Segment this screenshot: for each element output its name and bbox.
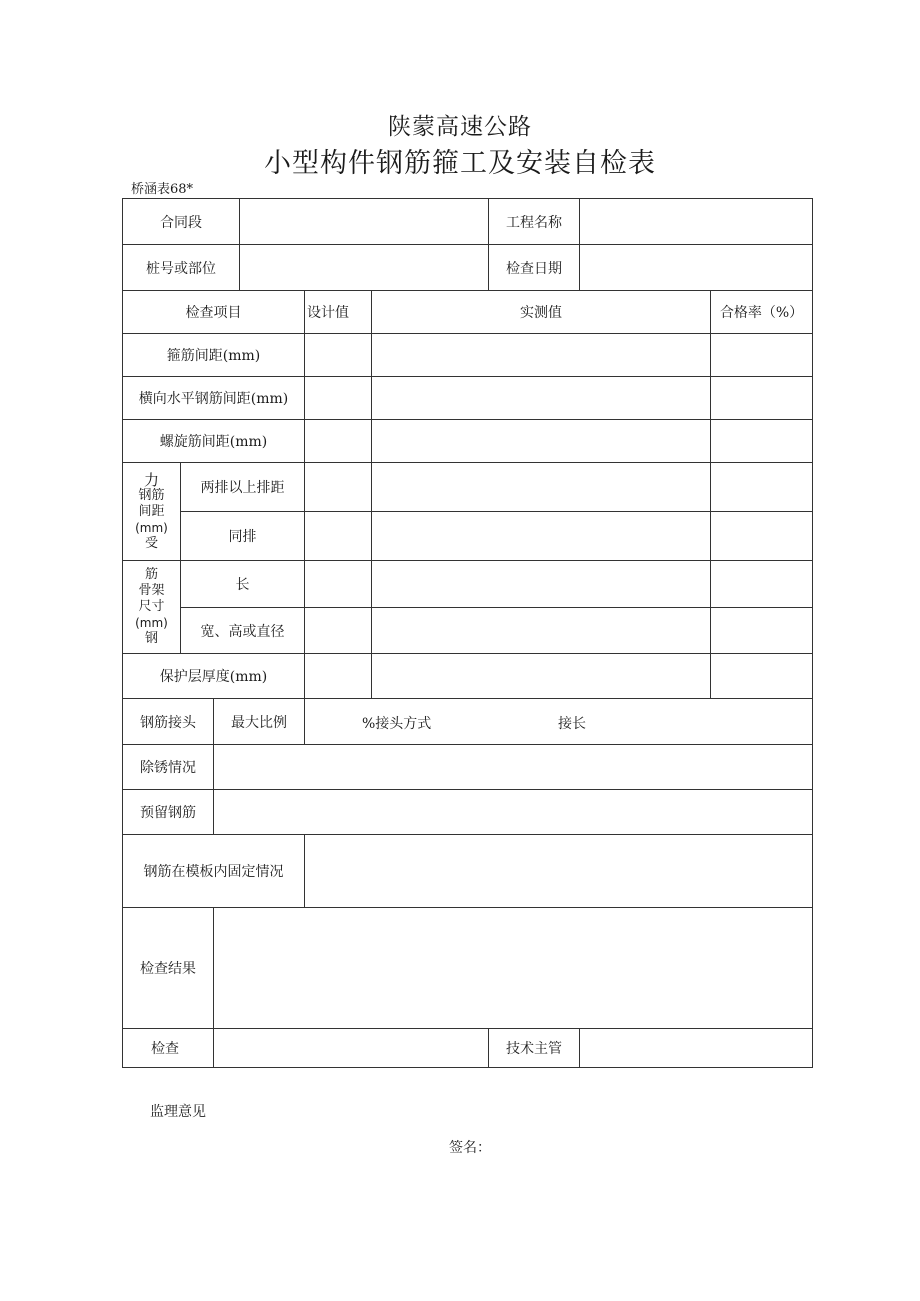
tech-manager-field[interactable] [580,1029,812,1067]
col-item-header: 检查项目 [185,305,242,321]
stirrup-spacing-label: 箍筋间距(mm) [166,348,261,364]
joint-label: 钢筋接头 [140,714,196,731]
supervision-label: 监理意见 [150,1104,206,1120]
contract-label: 合同段 [160,214,202,231]
col-pass-rate-header: 合格率（%） [719,305,804,321]
fixing-field[interactable] [305,835,812,907]
pass-rate-cell[interactable] [711,334,812,376]
reserved-rebar-label: 预留钢筋 [140,805,196,821]
derust-field[interactable] [214,745,812,789]
cover-thickness-label: 保护层厚度(mm) [159,669,268,685]
horizontal-spacing-label: 横向水平钢筋间距(mm) [138,391,289,407]
group1-row1-label: 两排以上排距 [200,480,285,496]
measured-value-cell[interactable] [372,334,710,376]
col-design-header: 设计值 [307,305,349,321]
group2-row2-label: 宽、高或直径 [200,623,285,640]
joint-length-label: 接长 [558,716,586,732]
result-label: 检查结果 [140,961,196,977]
tech-manager-label: 技术主管 [506,1041,562,1057]
form-code: 桥涵表68* [131,182,194,197]
inspector-label: 检查 [151,1041,179,1057]
group1-row2-label: 同排 [228,529,257,545]
signature-label: 签名： [449,1140,491,1156]
group2-vertical-label: 筋 骨架 尺寸 (mm) 钢 [135,567,168,646]
inspector-field[interactable] [214,1029,488,1067]
fixing-label: 钢筋在模板内固定情况 [143,864,284,880]
spiral-spacing-label: 螺旋筋间距(mm) [159,434,268,450]
station-field[interactable] [240,245,488,290]
check-date-field[interactable] [580,245,812,290]
station-label: 桩号或部位 [146,260,216,277]
design-value-cell[interactable] [305,334,371,376]
project-name-field[interactable] [580,199,812,244]
contract-field[interactable] [240,199,488,244]
group2-row1-label: 长 [235,577,250,593]
subtitle: 陕蒙高速公路 [388,114,532,140]
col-measured-header: 实测值 [520,305,562,321]
check-date-label: 检查日期 [506,260,562,277]
reserved-rebar-field[interactable] [214,790,812,834]
max-ratio-label: 最大比例 [231,714,287,731]
project-name-label: 工程名称 [506,214,562,231]
result-field[interactable] [214,908,812,1028]
joint-method-label: %接头方式 [362,716,432,732]
derust-label: 除锈情况 [140,760,196,776]
group1-vertical-label: 力 钢筋 间距 (mm) 受 [135,470,168,551]
page-title: 小型构件钢筋箍工及安装自检表 [264,148,656,179]
